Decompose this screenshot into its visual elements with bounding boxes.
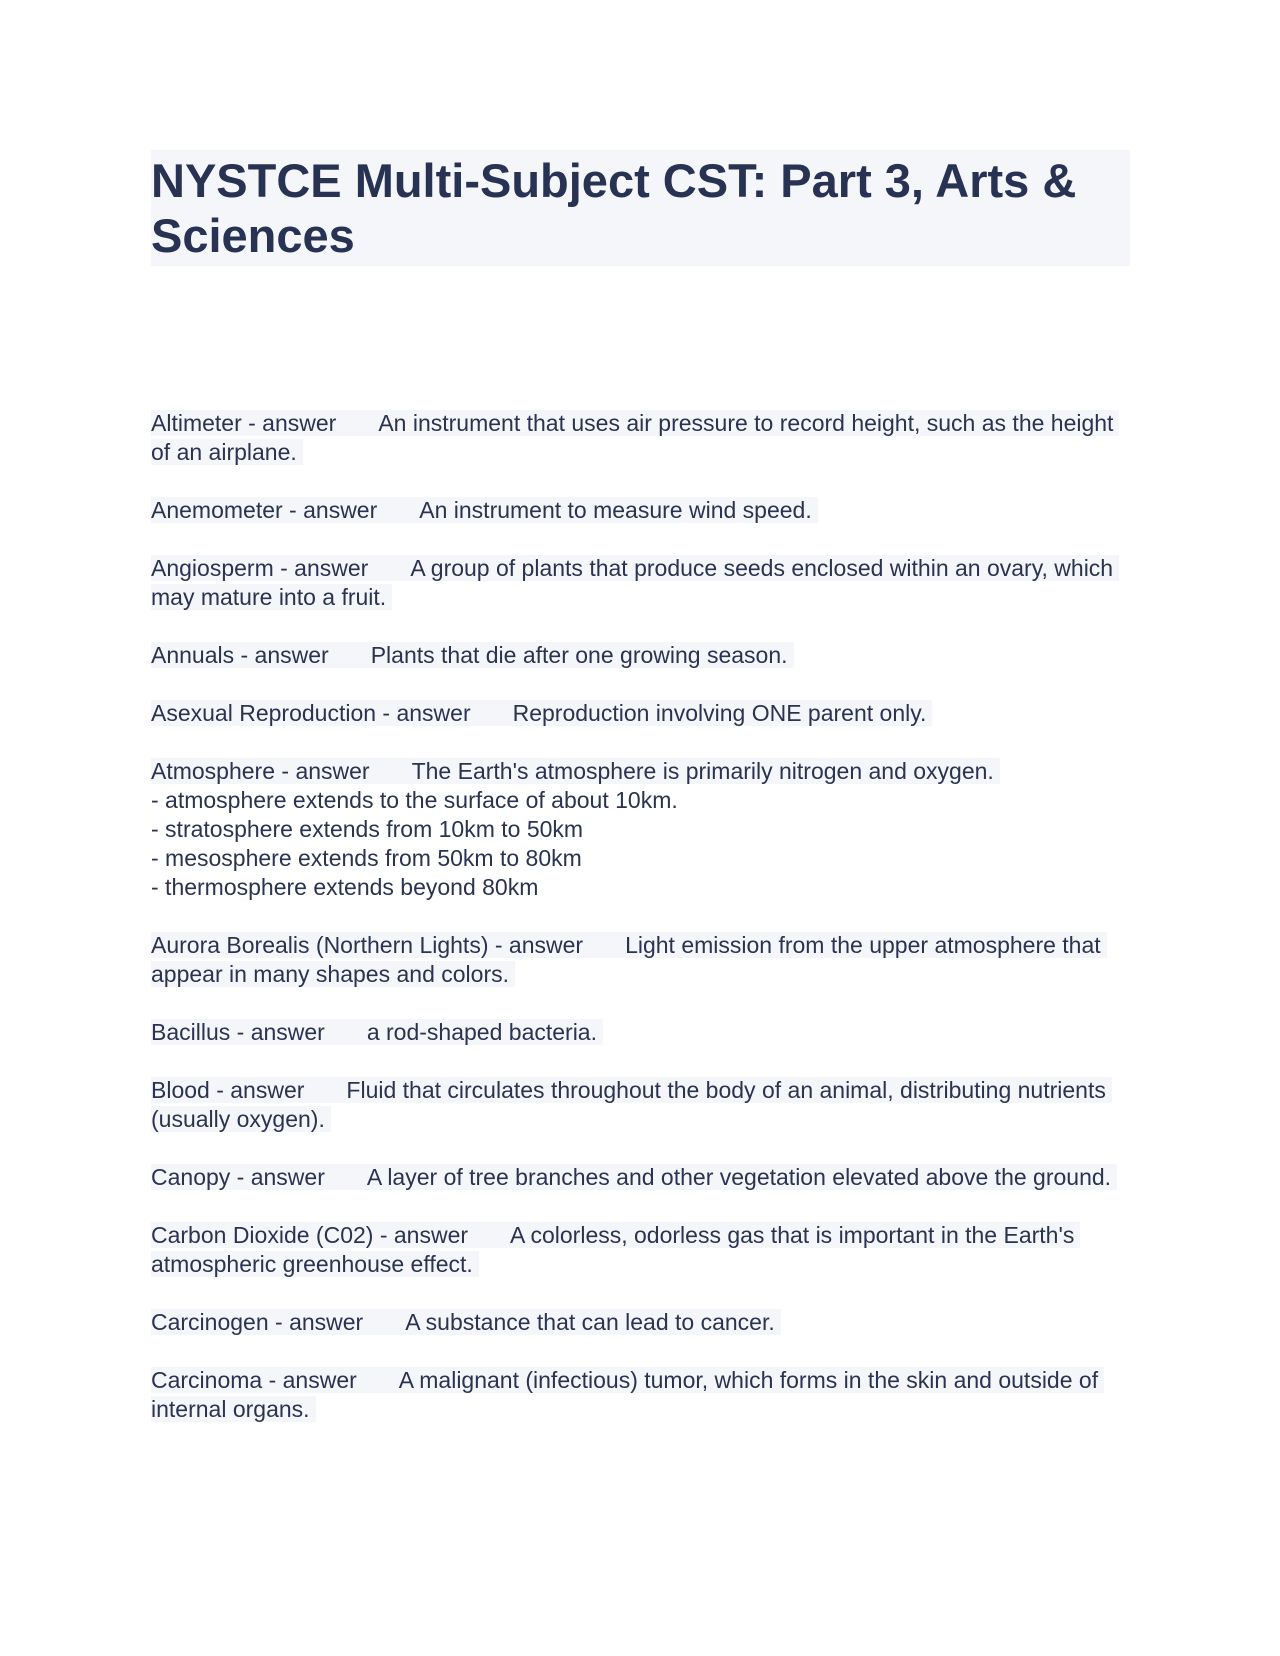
glossary-entry xyxy=(151,1308,1131,1337)
entry-definition: An instrument that uses air pressure to record height, such as the height of an airplane. xyxy=(151,410,1114,465)
entry-text xyxy=(151,642,794,668)
entry-term: Bacillus - answer xyxy=(151,1019,325,1045)
entry-definition: A substance that can lead to cancer. xyxy=(405,1309,775,1335)
entry-text xyxy=(151,1309,781,1335)
entry-term: Blood - answer xyxy=(151,1077,305,1103)
entry-text xyxy=(151,410,1119,465)
entry-term: Altimeter - answer xyxy=(151,410,337,436)
entry-definition: Light emission from the upper atmosphere that appear in many shapes and colors. xyxy=(151,932,1101,987)
glossary-entry xyxy=(151,931,1131,989)
entry-text xyxy=(151,758,1000,784)
entry-definition: An instrument to measure wind speed. xyxy=(419,497,812,523)
entry-term: Carcinoma - answer xyxy=(151,1367,357,1393)
entry-text xyxy=(151,1019,603,1045)
document-page xyxy=(151,150,1131,1422)
glossary-entry xyxy=(151,409,1131,467)
entry-definition: Plants that die after one growing season. xyxy=(370,642,788,668)
entry-definition: a rod-shaped bacteria. xyxy=(366,1019,597,1045)
glossary-entry xyxy=(151,1163,1131,1192)
glossary-entry xyxy=(151,1018,1131,1047)
entry-term: Annuals - answer xyxy=(151,642,329,668)
entry-definition: Fluid that circulates throughout the body of an animal, distributing nutrients (usually oxygen). xyxy=(151,1077,1106,1132)
glossary-entry xyxy=(151,1366,1131,1424)
glossary-entry xyxy=(151,1221,1131,1279)
entry-term: Angiosperm - answer xyxy=(151,555,369,581)
glossary-entry xyxy=(151,554,1131,612)
entry-detail-line: - atmosphere extends to the surface of about 10km. xyxy=(151,787,678,813)
entry-text xyxy=(151,497,818,523)
entry-definition: Reproduction involving ONE parent only. xyxy=(512,700,927,726)
entry-detail-line: - thermosphere extends beyond 80km xyxy=(151,874,539,900)
entry-detail-line: - mesosphere extends from 50km to 80km xyxy=(151,845,582,871)
page-title: NYSTCE Multi-Subject CST: Part 3, Arts & Sciences xyxy=(151,154,1077,262)
entry-text xyxy=(151,1164,1117,1190)
entry-definition: A group of plants that produce seeds enclosed within an ovary, which may mature into a fruit. xyxy=(151,555,1114,610)
entry-term: Carbon Dioxide (C02) - answer xyxy=(151,1222,469,1248)
entry-term: Anemometer - answer xyxy=(151,497,378,523)
entry-definition: A malignant (infectious) tumor, which forms in the skin and outside of internal organs. xyxy=(151,1367,1099,1422)
entry-term: Canopy - answer xyxy=(151,1164,325,1190)
entry-term: Asexual Reproduction - answer xyxy=(151,700,471,726)
entry-detail-line: - stratosphere extends from 10km to 50km xyxy=(151,816,584,842)
entry-term: Carcinogen - answer xyxy=(151,1309,364,1335)
entry-definition: The Earth's atmosphere is primarily nitrogen and oxygen. xyxy=(411,758,994,784)
title-block xyxy=(151,150,1130,266)
entry-definition: A layer of tree branches and other vegetation elevated above the ground. xyxy=(366,1164,1112,1190)
glossary-entry xyxy=(151,699,1131,728)
entry-text xyxy=(151,1077,1112,1132)
glossary-entry xyxy=(151,757,1131,902)
entry-text xyxy=(151,932,1107,987)
entry-text xyxy=(151,1222,1080,1277)
entry-text xyxy=(151,1367,1104,1422)
glossary-entry xyxy=(151,641,1131,670)
entry-definition: A colorless, odorless gas that is important in the Earth's atmospheric greenhouse effect. xyxy=(151,1222,1075,1277)
entry-text xyxy=(151,555,1119,610)
entry-term: Atmosphere - answer xyxy=(151,758,370,784)
entry-term: Aurora Borealis (Northern Lights) - answer xyxy=(151,932,584,958)
glossary-entry xyxy=(151,1076,1131,1134)
glossary-entry xyxy=(151,496,1131,525)
entry-text xyxy=(151,700,932,726)
glossary-list xyxy=(151,409,1131,1453)
